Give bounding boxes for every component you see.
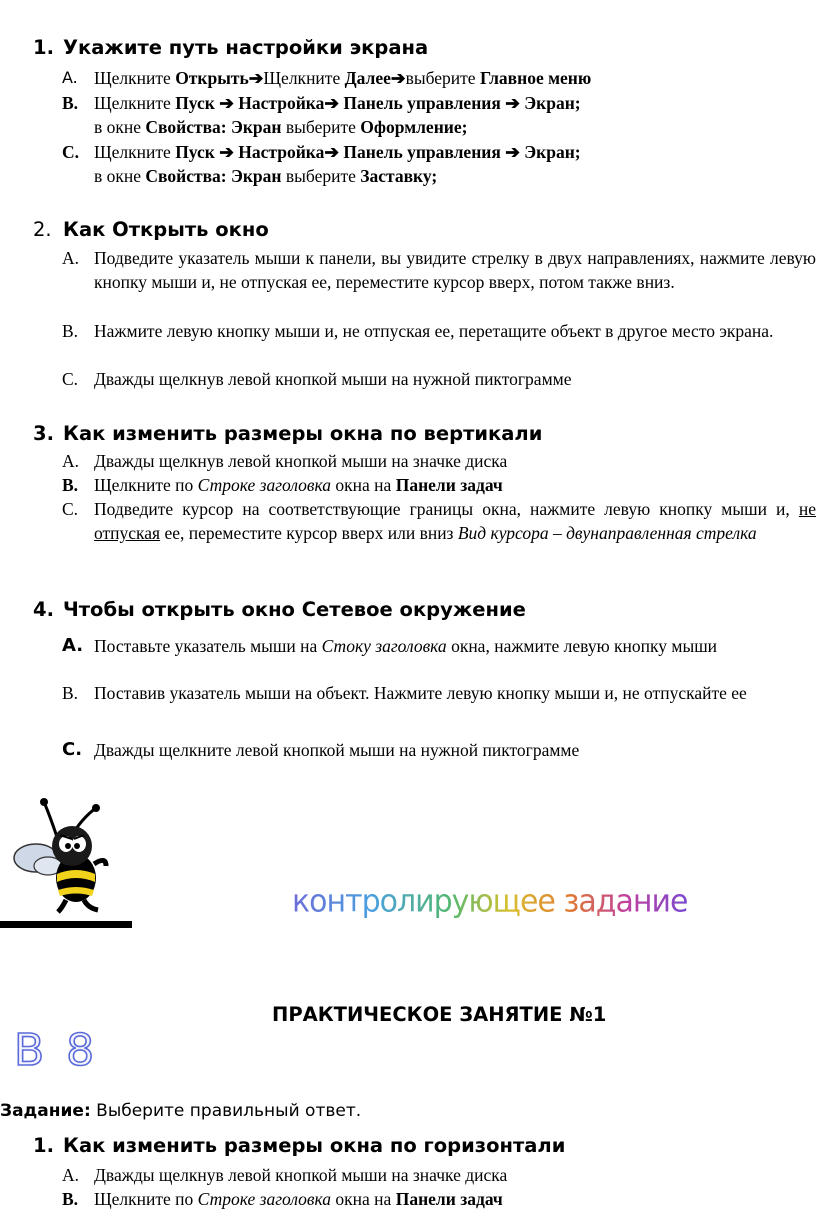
text-span: окна на: [331, 475, 396, 495]
answer-text: Поставив указатель мыши на объект. Нажмите левую кнопку мыши и, не отпускайте ее: [94, 683, 747, 703]
question-4-title: [33, 598, 526, 621]
q4-answer-a: [62, 634, 816, 658]
answer-text: Дважды щелкнув левой кнопкой мыши на значке диска: [94, 451, 508, 471]
q3-answer-a: [62, 449, 816, 473]
text-span: выберите: [281, 166, 361, 186]
horizontal-rule: [0, 921, 132, 928]
q2-answer-b: [62, 319, 816, 343]
text-span: в окне: [94, 117, 146, 137]
q1-answer-b: [62, 91, 816, 139]
answer-text: Подведите указатель мыши к панели, вы увидите стрелку в двух направлениях, нажмите левую кнопку мыши и, не отпуская ее, переместите курсор вверх, потом также вниз.: [94, 248, 816, 292]
text-bold: Главное меню: [479, 68, 592, 88]
question-text: Как изменить размеры окна по вертикали: [63, 422, 543, 445]
text-bold: Панели задач: [395, 475, 503, 495]
question-text: Как изменить размеры окна по горизонтали: [63, 1134, 566, 1157]
text-bold: Панель управления: [343, 142, 501, 162]
arrow-right-icon: ➔: [390, 68, 406, 88]
answer-text: Дважды щелкните левой кнопкой мыши на нужной пиктограмме: [94, 740, 580, 760]
text-bold: Заставку;: [360, 166, 438, 186]
text-bold: Экран;: [524, 93, 581, 113]
answer-letter: A.: [62, 1165, 80, 1185]
text-bold: Открыть: [175, 68, 249, 88]
answer-letter: B.: [62, 683, 79, 703]
q1-answer-c: [62, 140, 816, 188]
text-span: выберите: [281, 117, 361, 137]
text-span: окна на: [331, 1189, 396, 1209]
answer-letter: C.: [62, 739, 83, 760]
q3-answer-c: [62, 497, 816, 545]
answer-letter: A.: [62, 68, 78, 87]
answer-letter: B.: [62, 475, 79, 495]
answer-letter: C.: [62, 142, 80, 162]
answer-letter: A.: [62, 635, 84, 656]
question-number: 3.: [33, 422, 54, 445]
arrow-right-icon: ➔: [214, 142, 239, 162]
arrow-right-icon: ➔: [324, 93, 344, 113]
q1-answer-a: [62, 66, 816, 90]
text-span: Щелкните по: [94, 475, 198, 495]
q4-answer-b: [62, 681, 816, 705]
answer-text: Дважды щелкнув левой кнопкой мыши на значке диска: [94, 1165, 508, 1185]
text-underlined: не отпуская: [94, 499, 816, 543]
question-3-title: [33, 422, 542, 445]
text-bold: Пуск: [175, 142, 215, 162]
bee-illustration: [10, 796, 114, 918]
arrow-right-icon: ➔: [214, 93, 239, 113]
text-italic: Вид курсора – двунаправленная стрелка: [457, 523, 757, 543]
text-span: ее, переместите курсор вверх или вниз: [160, 523, 458, 543]
pq1-answer-a: [62, 1163, 816, 1187]
arrow-right-icon: ➔: [500, 142, 525, 162]
answer-letter: B.: [62, 321, 79, 341]
question-number: 2.: [33, 218, 52, 241]
q3-answer-b: [62, 473, 816, 497]
text-span: Подведите курсор на соответствующие границы окна, нажмите левую кнопку мыши и,: [94, 499, 799, 519]
task-line: [0, 1101, 361, 1121]
text-span: Щелкните: [94, 68, 176, 88]
q4-answer-c: [62, 738, 816, 762]
text-span: в окне: [94, 166, 146, 186]
text-italic: Строке заголовка: [197, 475, 332, 495]
text-bold: Свойства: Экран: [145, 117, 282, 137]
text-span: Щелкните: [94, 93, 176, 113]
question-text: Как Открыть окно: [63, 218, 269, 241]
answer-letter: A.: [62, 451, 80, 471]
text-bold: Настройка: [238, 142, 325, 162]
answer-letter: C.: [62, 499, 79, 519]
text-bold: Настройка: [238, 93, 325, 113]
task-label: Задание:: [0, 1101, 91, 1121]
q2-answer-c: [62, 367, 816, 391]
text-bold: Оформление;: [360, 117, 468, 137]
text-bold: Далее: [344, 68, 391, 88]
answer-letter: B.: [62, 1189, 79, 1209]
pq1-answer-b: [62, 1187, 816, 1211]
text-span: Щелкните: [263, 68, 345, 88]
text-bold: Свойства: Экран: [145, 166, 282, 186]
text-bold: Панели задач: [395, 1189, 503, 1209]
text-italic: Стоку заголовка: [321, 636, 447, 656]
section-title: ПРАКТИЧЕСКОЕ ЗАНЯТИЕ №1: [272, 1003, 607, 1026]
question-text: Чтобы открыть окно Сетевое окружение: [63, 598, 526, 621]
text-span: Щелкните: [94, 142, 176, 162]
question-2-title: [33, 218, 269, 241]
text-span: Поставьте указатель мыши на: [94, 636, 322, 656]
text-italic: Строке заголовка: [197, 1189, 332, 1209]
answer-text: Дважды щелкнув левой кнопкой мыши на нужной пиктограмме: [94, 369, 572, 389]
text-span: Щелкните по: [94, 1189, 198, 1209]
answer-letter: C.: [62, 369, 79, 389]
question-number: 1.: [33, 1134, 54, 1157]
text-bold: Пуск: [175, 93, 215, 113]
question-text: Укажите путь настройки экрана: [63, 36, 429, 59]
text-bold: Экран;: [524, 142, 581, 162]
answer-text: Нажмите левую кнопку мыши и, не отпуская ее, перетащите объект в другое место экрана.: [94, 321, 774, 341]
arrow-right-icon: ➔: [500, 93, 525, 113]
text-span: выберите: [405, 68, 480, 88]
variant-badge: В 8: [14, 1025, 99, 1076]
answer-letter: A.: [62, 248, 80, 268]
practice-question-1-title: [33, 1134, 565, 1157]
answer-letter: B.: [62, 93, 79, 113]
question-1-title: [33, 36, 428, 59]
wordart-heading: контролирующее задание: [292, 883, 688, 920]
text-bold: Панель управления: [343, 93, 501, 113]
task-text: Выберите правильный ответ.: [90, 1101, 362, 1121]
text-span: окна, нажмите левую кнопку мыши: [446, 636, 718, 656]
question-number: 1.: [33, 36, 54, 59]
q2-answer-a: [62, 246, 816, 294]
arrow-right-icon: ➔: [248, 68, 264, 88]
arrow-right-icon: ➔: [324, 142, 344, 162]
question-number: 4.: [33, 598, 54, 621]
